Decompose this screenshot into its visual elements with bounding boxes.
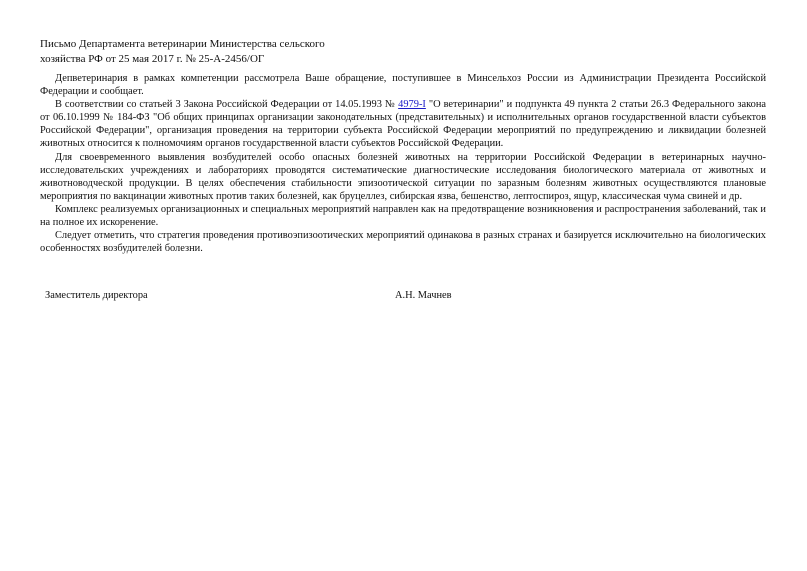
paragraph-3: Для своевременного выявления возбудителей особо опасных болезней животных на территории Российской Федерации в ветеринарных научно-исследовательских учреждениях и лабораториях проводятся систематические диагностические исследования биологического материала от животных и животноводческой продукции. В целях обеспечения стабильности эпизоотической ситуации по заразным болезням животных осуществляются плановые мероприятия по вакцинации животных против таких болезней, как бруцеллез, сибирская язва, бешенство, лептоспироз, ящур, классическая чума свиней и др. — [40, 151, 766, 202]
paragraph-2 — [40, 98, 766, 150]
signature-block — [45, 289, 765, 303]
signatory-name: А.Н. Мачнев — [395, 290, 452, 301]
signatory-role: Заместитель директора — [45, 290, 148, 301]
paragraph-4: Комплекс реализуемых организационных и специальных мероприятий направлен как на предотвращение возникновения и распространения заболеваний, так и на полное их искоренение. — [40, 203, 766, 229]
document-title-line-2: хозяйства РФ от 25 мая 2017 г. № 25-А-2456/ОГ — [40, 52, 265, 65]
document-title — [40, 37, 370, 66]
paragraph-2-after-link: "О ветеринарии" и подпункта 49 пункта 2 статьи 26.3 Федерального закона от 06.10.1999 № 184-ФЗ "Об общих принципах организации законодательных (представительных) и исполнительных органов государственной власти субъектов Российской Федерации", организация проведения на территории субъекта Российской Федерации мероприятий по предупреждению и ликвидации болезней животных относится к полномочиям органов государственной власти субъектов Российской Федерации. — [40, 99, 767, 150]
law-link[interactable]: 4979-I — [398, 99, 426, 111]
document-title-line-1: Письмо Департамента ветеринарии Министерства сельского — [40, 38, 325, 50]
paragraph-1: Депветеринария в рамках компетенции рассмотрела Ваше обращение, поступившее в Минсельхоз России из Администрации Президента Российской Федерации и сообщает. — [40, 73, 766, 98]
paragraph-5: Следует отметить, что стратегия проведения противоэпизоотических мероприятий одинакова в разных странах и базируется исключительно на биологических особенностях возбудителей болезни. — [40, 230, 766, 255]
paragraph-2-before-link: В соответствии со статьей 3 Закона Российской Федерации от 14.05.1993 № — [55, 99, 399, 111]
document-body — [40, 72, 766, 255]
